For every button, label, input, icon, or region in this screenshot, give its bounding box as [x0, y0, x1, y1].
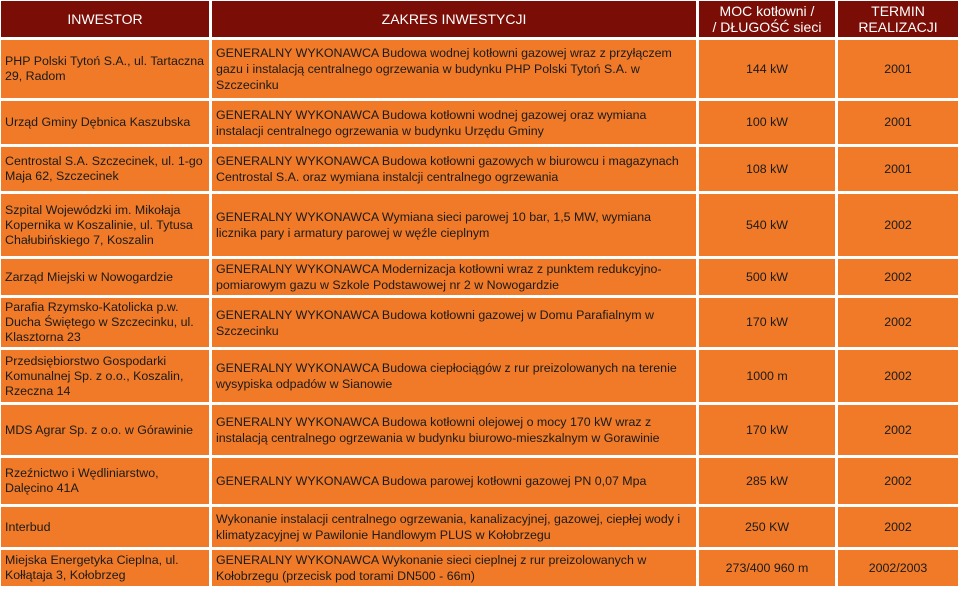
cell-investor: Miejska Energetyka Cieplna, ul. Kołłątaja 3, Kołobrzeg [1, 550, 209, 586]
cell-power: 170 kW [699, 298, 835, 347]
cell-investor: Centrostal S.A. Szczecinek, ul. 1-go Maja 62, Szczecinek [1, 147, 209, 191]
cell-scope: Wykonanie instalacji centralnego ogrzewania, kanalizacyjnej, gazowej, ciepłej wody i klimatyzacyjnej w Pawilonie Handlowym PLUS w Kołobrzegu [212, 507, 696, 547]
cell-power: 500 kW [699, 259, 835, 295]
cell-investor: Rzeźnictwo i Wędliniarstwo, Dalęcino 41A [1, 458, 209, 504]
cell-scope: GENERALNY WYKONAWCA Budowa kotłowni gazowych w biurowcu i magazynach Centrostal S.A. oraz wymiana instalcji centralnego ogrzewania [212, 147, 696, 191]
cell-investor: PHP Polski Tytoń S.A., ul. Tartaczna 29, Radom [1, 40, 209, 98]
cell-power: 273/400 960 m [699, 550, 835, 586]
cell-scope: GENERALNY WYKONAWCA Budowa kotłowni wodnej gazowej oraz wymiana instalacji centralnego ogrzewania w budynku Urzędu Gminy [212, 101, 696, 144]
table-row [1, 405, 958, 455]
table-row [1, 101, 958, 144]
header-power-line1: MOC kotłowni / [719, 3, 815, 19]
cell-investor: Szpital Wojewódzki im. Mikołaja Kopernika w Koszalinie, ul. Tytusa Chałubińskiego 7, Koszalin [1, 194, 209, 256]
header-scope: ZAKRES INWESTYCJI [212, 1, 696, 37]
cell-investor: MDS Agrar Sp. z o.o. w Górawinie [1, 405, 209, 455]
header-term-line2: REALIZACJI [858, 19, 938, 35]
cell-year: 2002 [838, 194, 958, 256]
cell-investor: Urząd Gminy Dębnica Kaszubska [1, 101, 209, 144]
cell-year: 2001 [838, 147, 958, 191]
cell-scope: GENERALNY WYKONAWCA Wymiana sieci parowej 10 bar, 1,5 MW, wymiana licznika pary i armatury parowej w węźle cieplnym [212, 194, 696, 256]
cell-year: 2002 [838, 507, 958, 547]
cell-year: 2002/2003 [838, 550, 958, 586]
cell-scope: GENERALNY WYKONAWCA Wykonanie sieci cieplnej z rur preizolowanych w Kołobrzegu (przecisk pod torami DN500 - 66m) [212, 550, 696, 586]
cell-investor: Interbud [1, 507, 209, 547]
header-power-line2: / DŁUGOŚĆ sieci [712, 19, 822, 35]
cell-power: 108 kW [699, 147, 835, 191]
table-row [1, 507, 958, 547]
header-investor: INWESTOR [1, 1, 209, 37]
cell-power: 144 kW [699, 40, 835, 98]
cell-investor: Parafia Rzymsko-Katolicka p.w. Ducha Świętego w Szczecinku, ul. Klasztorna 23 [1, 298, 209, 347]
cell-year: 2002 [838, 458, 958, 504]
table-row [1, 259, 958, 295]
cell-power: 100 kW [699, 101, 835, 144]
cell-year: 2001 [838, 40, 958, 98]
cell-year: 2001 [838, 101, 958, 144]
cell-power: 170 kW [699, 405, 835, 455]
cell-year: 2002 [838, 350, 958, 402]
cell-investor: Przedsiębiorstwo Gospodarki Komunalnej Sp. z o.o., Koszalin, Rzeczna 14 [1, 350, 209, 402]
cell-scope: GENERALNY WYKONAWCA Budowa ciepłociągów z rur preizolowanych na terenie wysypiska odpadów w Sianowie [212, 350, 696, 402]
table-row [1, 194, 958, 256]
cell-scope: GENERALNY WYKONAWCA Budowa parowej kotłowni gazowej PN 0,07 Mpa [212, 458, 696, 504]
cell-scope: GENERALNY WYKONAWCA Budowa kotłowni gazowej w Domu Parafialnym w Szczecinku [212, 298, 696, 347]
table-row [1, 40, 958, 98]
table-row [1, 298, 958, 347]
table-row [1, 458, 958, 504]
table-row [1, 350, 958, 402]
cell-year: 2002 [838, 259, 958, 295]
header-power [699, 1, 835, 37]
cell-power: 1000 m [699, 350, 835, 402]
cell-scope: GENERALNY WYKONAWCA Budowa wodnej kotłowni gazowej wraz z przyłączem gazu i instalacją centralnego ogrzewania w budynku PHP Polski Tytoń S.A. w Szczecinku [212, 40, 696, 98]
cell-power: 540 kW [699, 194, 835, 256]
cell-year: 2002 [838, 405, 958, 455]
header-row [1, 1, 958, 37]
header-term [838, 1, 958, 37]
cell-investor: Zarząd Miejski w Nowogardzie [1, 259, 209, 295]
cell-power: 250 KW [699, 507, 835, 547]
cell-scope: GENERALNY WYKONAWCA Budowa kotłowni olejowej o mocy 170 kW wraz z instalacją centralnego ogrzewania w budynku biurowo-mieszkalnym w Gorawinie [212, 405, 696, 455]
cell-power: 285 kW [699, 458, 835, 504]
table-row [1, 147, 958, 191]
table-row [1, 550, 958, 586]
cell-scope: GENERALNY WYKONAWCA Modernizacja kotłowni wraz z punktem redukcyjno-pomiarowym gazu w Szkole Podstawowej nr 2 w Nowogardzie [212, 259, 696, 295]
header-term-line1: TERMIN [871, 3, 925, 19]
cell-year: 2002 [838, 298, 958, 347]
